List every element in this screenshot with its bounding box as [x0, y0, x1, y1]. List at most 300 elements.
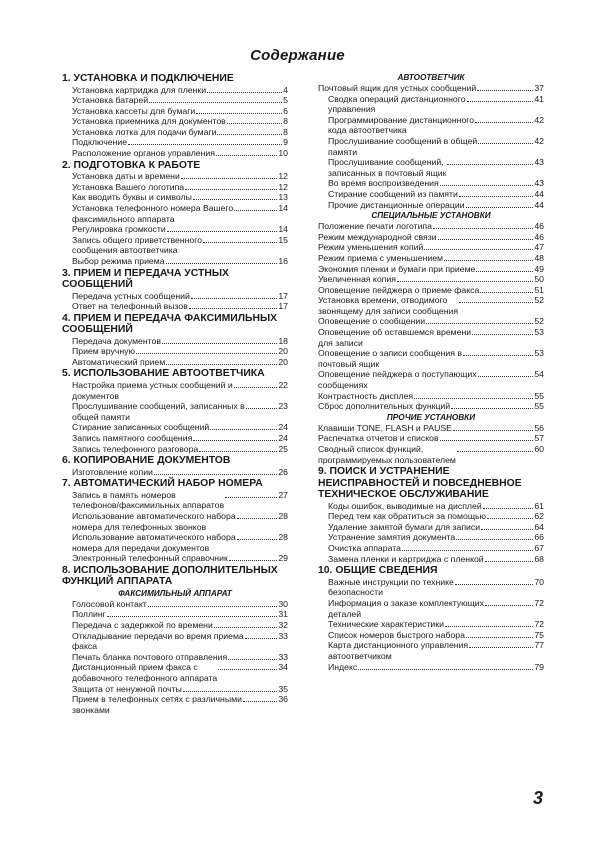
toc-entry-page: 16: [278, 255, 288, 266]
toc-entry-title: Сброс дополнительных функций: [318, 401, 451, 412]
toc-entry-page: 30: [278, 598, 288, 609]
toc-entry: [318, 348, 544, 369]
toc-dot-leader: [478, 376, 534, 377]
toc-dot-leader: [207, 92, 282, 93]
toc-dot-leader: [444, 260, 533, 261]
toc-entry-title: Печать бланка почтового отправления: [72, 651, 228, 662]
toc-entry: [318, 662, 544, 673]
toc-entry: [62, 662, 288, 683]
toc-entry: [318, 327, 544, 348]
toc-entry-page: 67: [534, 543, 544, 554]
toc-entry: [318, 391, 544, 402]
toc-dot-leader: [246, 408, 278, 409]
toc-dot-leader: [148, 606, 278, 607]
toc-entry: [318, 316, 544, 327]
toc-entry: [62, 631, 288, 652]
toc-dot-leader: [225, 497, 277, 498]
toc-entry-title: Оповещение о записи сообщения в почтовый ящик: [318, 348, 462, 369]
toc-section-heading: 3. ПРИЕМ И ПЕРЕДАЧА УСТНЫХ СООБЩЕНИЙ: [62, 267, 229, 290]
toc-entry: [318, 522, 544, 533]
toc-entry-title: Стирание сообщений из памяти: [328, 188, 458, 199]
toc-dot-leader: [193, 199, 277, 200]
toc-entry-title: Электронный телефонный справочник: [72, 553, 228, 564]
toc-subheading: АВТООТВЕТЧИК: [397, 73, 465, 82]
toc-dot-leader: [228, 659, 277, 660]
toc-entry-page: 25: [278, 443, 288, 454]
toc-entry-page: 31: [278, 609, 288, 620]
toc-entry-page: 28: [278, 510, 288, 521]
toc-dot-leader: [485, 605, 533, 606]
toc-entry-page: 43: [534, 157, 544, 168]
toc-dot-leader: [397, 281, 533, 282]
toc-entry-page: 52: [534, 295, 544, 306]
toc-section-heading: 5. ИСПОЛЬЗОВАНИЕ АВТООТВЕТЧИКА: [62, 368, 265, 380]
toc-entry-page: 24: [278, 422, 288, 433]
toc-section-heading: 2. ПОДГОТОВКА К РАБОТЕ: [62, 159, 201, 171]
toc-entry-title: Выбор режима приема: [72, 255, 165, 266]
toc-entry-title: Программирование дистанционного кода автоответчика: [328, 114, 475, 136]
toc-section-heading: 1. УСТАНОВКА И ПОДКЛЮЧЕНИЕ: [62, 73, 234, 84]
toc-entry: [318, 598, 544, 619]
toc-entry: [62, 357, 288, 368]
toc-dot-leader: [167, 231, 278, 232]
toc-entry: [318, 511, 544, 522]
toc-entry-title: Устранение замятия документа: [328, 532, 456, 543]
toc-section-heading: 6. КОПИРОВАНИЕ ДОКУМЕНТОВ: [62, 455, 231, 467]
toc-entry-title: Контрастность дисплея: [318, 390, 414, 401]
toc-entry-title: Технические характеристики: [328, 619, 444, 630]
toc-section-heading: 7. АВТОМАТИЧЕСКИЙ НАБОР НОМЕРА: [62, 478, 263, 490]
toc-dot-leader: [358, 669, 533, 670]
toc-entry: [318, 444, 544, 465]
toc-entry-page: 12: [278, 181, 288, 192]
toc-entry-page: 37: [534, 83, 544, 93]
toc-entry-title: Оповещение о сообщении: [318, 316, 426, 327]
toc-entry: [62, 346, 288, 357]
toc-entry-title: Настройка приема устных сообщений и документов: [72, 379, 233, 401]
toc-right-column: [318, 72, 544, 672]
toc-dot-leader: [483, 508, 534, 509]
toc-entry-title: Удаление замятой бумаги для записи: [328, 521, 481, 532]
toc-dot-leader: [433, 228, 533, 229]
toc-entry-title: Замена пленки и картриджа с пленкой: [328, 553, 484, 564]
toc-dot-leader: [480, 292, 533, 293]
toc-entry-page: 13: [278, 192, 288, 203]
toc-entry-title: Ответ на телефонный вызов: [72, 301, 188, 312]
toc-entry-title: Передача документов: [72, 335, 162, 346]
toc-entry-page: 35: [278, 683, 288, 694]
toc-entry-page: 46: [534, 221, 544, 232]
toc-entry-title: Стирание записанных сообщений: [72, 422, 210, 433]
toc-dot-leader: [487, 518, 533, 519]
toc-entry-page: 53: [534, 348, 544, 359]
toc-entry-title: Почтовый ящик для устных сообщений: [318, 83, 477, 93]
toc-dot-leader: [481, 529, 533, 530]
toc-section-heading: 8. ИСПОЛЬЗОВАНИЕ ДОПОЛНИТЕЛЬНЫХ ФУНКЦИЙ АППАРАТА: [62, 564, 278, 588]
toc-dot-leader: [485, 561, 534, 562]
toc-entry: [62, 256, 288, 267]
toc-entry: [62, 203, 288, 224]
toc-entry-title: Откладывание передачи во время приема факса: [72, 630, 244, 652]
toc-dot-leader: [477, 90, 533, 91]
toc-entry: [62, 467, 288, 478]
toc-dot-leader: [128, 144, 282, 145]
toc-entry: [318, 189, 544, 200]
toc-entry-title: Режим международной связи: [318, 231, 437, 242]
toc-entry: [62, 235, 288, 256]
page-title: Содержание: [250, 47, 345, 64]
toc-dot-leader: [193, 440, 277, 441]
toc-entry: [318, 232, 544, 243]
toc-entry-title: Поллинг: [72, 609, 106, 620]
toc-entry-title: Экономия пленки и бумаги при приеме: [318, 263, 476, 274]
toc-entry-title: Установка лотка для подачи бумаги: [72, 126, 217, 137]
toc-dot-leader: [234, 210, 277, 211]
toc-entry: [62, 553, 288, 564]
toc-dot-leader: [440, 185, 534, 186]
toc-entry-page: 55: [534, 401, 544, 412]
toc-dot-leader: [459, 196, 533, 197]
toc-entry-page: 51: [534, 284, 544, 295]
toc-dot-leader: [451, 408, 533, 409]
toc-entry-title: Передача с задержкой по времени: [72, 620, 213, 631]
toc-entry: [62, 171, 288, 182]
toc-dot-leader: [466, 637, 533, 638]
toc-dot-leader: [445, 626, 533, 627]
toc-entry: [318, 543, 544, 554]
toc-entry: [318, 577, 544, 598]
toc-entry-page: 77: [534, 640, 544, 651]
toc-entry-title: Использование автоматического набора номера для телефонных звонков: [72, 510, 236, 532]
toc-dot-leader: [189, 308, 277, 309]
toc-dot-leader: [467, 101, 534, 102]
toc-entry-page: 29: [278, 553, 288, 564]
toc-entry-title: Увеличенная копия: [318, 274, 396, 285]
toc-dot-leader: [199, 451, 277, 452]
toc-entry: [318, 94, 544, 115]
toc-entry: [318, 200, 544, 211]
toc-entry: [62, 684, 288, 695]
toc-entry-title: Прием вручную: [72, 346, 136, 357]
toc-dot-leader: [181, 178, 278, 179]
toc-entry: [318, 274, 544, 285]
toc-entry: [62, 116, 288, 127]
toc-dot-leader: [453, 430, 533, 431]
toc-entry-title: Автоматический прием: [72, 356, 166, 367]
toc-entry-title: Как вводить буквы и символы: [72, 192, 192, 203]
toc-entry: [318, 253, 544, 264]
toc-entry-page: 42: [534, 114, 544, 125]
toc-entry-title: Перед тем как обратиться за помощью: [328, 511, 487, 522]
toc-entry-page: 49: [534, 263, 544, 274]
toc-entry: [62, 490, 288, 511]
toc-dot-leader: [196, 113, 282, 114]
toc-entry-title: Индекс: [328, 661, 358, 672]
toc-entry-page: 55: [534, 390, 544, 401]
toc-entry-page: 70: [534, 576, 544, 587]
toc-entry: [318, 401, 544, 412]
toc-dot-leader: [234, 387, 278, 388]
toc-entry: [62, 106, 288, 117]
toc-dot-leader: [166, 364, 277, 365]
toc-entry-title: Использование автоматического набора номера для передачи документов: [72, 532, 236, 553]
toc-dot-leader: [136, 353, 277, 354]
toc-entry-title: Оповещение пейджера о приеме факса: [318, 284, 480, 295]
toc-entry-page: 52: [534, 316, 544, 327]
toc-entry-title: Список номеров быстрого набора: [328, 629, 465, 640]
toc-entry: [62, 511, 288, 532]
toc-entry: [318, 115, 544, 136]
toc-left-column: [62, 72, 288, 715]
toc-entry-page: 72: [534, 619, 544, 630]
toc-entry: [62, 137, 288, 148]
toc-entry-title: Установка даты и времени: [72, 171, 180, 182]
toc-entry-page: 36: [278, 694, 288, 705]
toc-dot-leader: [476, 271, 533, 272]
toc-entry-page: 47: [534, 242, 544, 253]
toc-entry: [62, 224, 288, 235]
toc-entry-title: Прием в телефонных сетях с различными звонками: [72, 694, 242, 715]
toc-entry: [62, 127, 288, 138]
toc-dot-leader: [455, 584, 533, 585]
toc-dot-leader: [237, 539, 278, 540]
toc-dot-leader: [457, 451, 533, 452]
toc-entry-page: 57: [534, 433, 544, 444]
toc-dot-leader: [166, 263, 278, 264]
toc-entry-page: 61: [534, 500, 544, 511]
toc-entry-page: 46: [534, 231, 544, 242]
toc-entry-title: Запись памятного сообщения: [72, 432, 193, 443]
toc-entry-page: 23: [278, 401, 288, 412]
toc-dot-leader: [424, 249, 533, 250]
toc-dot-leader: [183, 691, 277, 692]
toc-entry-title: Установка Вашего логотипа: [72, 181, 185, 192]
toc-entry-title: Регулировка громкости: [72, 224, 166, 235]
toc-dot-leader: [438, 239, 534, 240]
toc-entry-page: 53: [534, 327, 544, 338]
toc-entry-title: Распечатка отчетов и списков: [318, 433, 439, 444]
toc-entry-page: 20: [278, 356, 288, 367]
toc-dot-leader: [218, 669, 277, 670]
toc-entry-title: Прослушивание сообщений в общей памяти: [328, 135, 478, 157]
toc-entry-page: 56: [534, 422, 544, 433]
toc-entry-title: Запись в память номеров телефонов/факсимильных аппаратов: [72, 489, 225, 511]
toc-dot-leader: [459, 302, 533, 303]
toc-entry-page: 43: [534, 178, 544, 189]
toc-entry: [62, 182, 288, 193]
toc-entry-title: Запись телефонного разговора: [72, 443, 199, 454]
toc-entry: [318, 369, 544, 390]
toc-entry-page: 18: [278, 335, 288, 346]
toc-dot-leader: [426, 323, 533, 324]
toc-entry-page: 79: [534, 661, 544, 672]
toc-entry-page: 60: [534, 444, 544, 454]
toc-entry-title: Оповещение пейджера о поступающих сообщениях: [318, 369, 477, 391]
toc-entry: [318, 554, 544, 565]
toc-entry: [318, 136, 544, 157]
toc-entry-page: 75: [534, 629, 544, 640]
toc-entry-title: Коды ошибок, выводимые на дисплей: [328, 500, 482, 511]
toc-entry-page: 12: [278, 171, 288, 182]
toc-entry-page: 41: [534, 93, 544, 104]
toc-entry-title: Прослушивание сообщений, записанных в почтовый ящик: [328, 157, 447, 178]
toc-entry: [62, 336, 288, 347]
toc-entry-title: Информация о заказе комплектующих деталей: [328, 597, 485, 619]
toc-entry-page: 6: [283, 105, 288, 116]
toc-dot-leader: [214, 627, 278, 628]
toc-entry: [318, 178, 544, 189]
toc-dot-leader: [185, 189, 277, 190]
toc-entry: [62, 95, 288, 106]
toc-subheading: СПЕЦИАЛЬНЫЕ УСТАНОВКИ: [371, 211, 491, 221]
toc-entry-page: 17: [278, 290, 288, 301]
toc-entry: [318, 242, 544, 253]
toc-entry: [62, 652, 288, 663]
toc-dot-leader: [466, 207, 534, 208]
toc-dot-leader: [402, 550, 533, 551]
toc-entry-page: 32: [278, 620, 288, 631]
toc-dot-leader: [469, 647, 533, 648]
toc-entry: [318, 285, 544, 296]
toc-dot-leader: [447, 164, 533, 165]
toc-entry: [318, 640, 544, 661]
toc-entry: [318, 221, 544, 232]
toc-entry-title: Клавиши TONE, FLASH и PAUSE: [318, 422, 452, 433]
toc-dot-leader: [456, 539, 533, 540]
toc-subheading: ПРОЧИЕ УСТАНОВКИ: [386, 412, 476, 422]
toc-entry: [62, 192, 288, 203]
toc-entry-title: Дистанционный прием факса с добавочного телефонного аппарата: [72, 662, 218, 684]
toc-entry-page: 4: [283, 84, 288, 95]
toc-subheading: ФАКСИМИЛЬНЫЙ АППАРАТ: [118, 588, 232, 598]
toc-entry: [62, 422, 288, 433]
toc-entry-page: 14: [278, 202, 288, 213]
toc-entry-page: 28: [278, 532, 288, 543]
toc-entry-title: Сводный список функций, программируемых пользователем: [318, 444, 456, 465]
toc-entry-title: Очистка аппарата: [328, 543, 401, 554]
toc-entry-page: 68: [534, 553, 544, 564]
toc-entry-title: Положение печати логотипа: [318, 221, 432, 232]
toc-entry-title: Оповещение об оставшемся времени для записи: [318, 327, 472, 348]
toc-entry-page: 34: [278, 662, 288, 673]
toc-section-heading: 9. ПОИСК И УСТРАНЕНИЕ НЕИСПРАВНОСТЕЙ И ПОВСЕДНЕВНОЕ ТЕХНИЧЕСКОЕ ОБСЛУЖИВАНИЕ: [318, 466, 522, 501]
toc-entry: [62, 301, 288, 312]
toc-entry-page: 64: [534, 521, 544, 532]
toc-entry: [318, 295, 544, 316]
toc-entry-page: 27: [278, 489, 288, 500]
toc-entry-title: Голосовой контакт: [72, 598, 147, 609]
toc-entry-page: 62: [534, 511, 544, 522]
toc-dot-leader: [478, 143, 533, 144]
toc-entry-page: 20: [278, 346, 288, 357]
toc-entry-page: 66: [534, 532, 544, 543]
toc-entry: [62, 433, 288, 444]
toc-entry: [318, 264, 544, 275]
toc-entry-page: 8: [283, 116, 288, 127]
toc-dot-leader: [162, 343, 277, 344]
toc-entry: [318, 423, 544, 434]
toc-entry-page: 72: [534, 597, 544, 608]
toc-dot-leader: [210, 429, 277, 430]
toc-entry: [62, 599, 288, 610]
toc-dot-leader: [216, 155, 277, 156]
toc-entry-title: Подключение: [72, 137, 128, 148]
toc-entry: [62, 291, 288, 302]
toc-dot-leader: [149, 102, 282, 103]
toc-entry-page: 33: [278, 651, 288, 662]
toc-entry: [62, 532, 288, 553]
toc-dot-leader: [107, 616, 277, 617]
toc-entry-title: Во время воспроизведения: [328, 178, 439, 189]
toc-entry-title: Прослушивание сообщений, записанных в общей памяти: [72, 401, 245, 422]
toc-entry-page: 17: [278, 301, 288, 312]
toc-dot-leader: [463, 355, 533, 356]
toc-entry-title: Изготовление копии: [72, 466, 153, 477]
toc-entry-page: 26: [278, 466, 288, 477]
toc-dot-leader: [217, 134, 282, 135]
toc-entry: [62, 694, 288, 715]
toc-entry: [62, 401, 288, 422]
toc-entry: [62, 444, 288, 455]
toc-entry-title: Установка времени, отводимого звонящему для записи сообщения: [318, 295, 459, 316]
toc-entry-page: 33: [278, 630, 288, 641]
toc-entry-title: Установка телефонного номера Вашего факсимильного аппарата: [72, 202, 234, 224]
toc-section-heading: 10. ОБЩИЕ СВЕДЕНИЯ: [318, 565, 438, 577]
toc-dot-leader: [229, 560, 278, 561]
toc-entry-title: Запись общего приветственного сообщения автоответчика: [72, 234, 203, 256]
toc-entry: [318, 433, 544, 444]
toc-entry-page: 48: [534, 252, 544, 263]
toc-entry-page: 44: [534, 188, 544, 199]
toc-dot-leader: [440, 440, 534, 441]
toc-entry-page: 50: [534, 274, 544, 285]
toc-dot-leader: [203, 242, 277, 243]
toc-dot-leader: [237, 518, 278, 519]
toc-entry-page: 42: [534, 135, 544, 146]
toc-dot-leader: [227, 123, 282, 124]
toc-entry-page: 8: [283, 126, 288, 137]
toc-entry: [62, 148, 288, 159]
toc-dot-leader: [191, 298, 277, 299]
toc-entry: [318, 501, 544, 512]
toc-entry-page: 10: [278, 148, 288, 159]
toc-entry-title: Расположение органов управления: [72, 148, 215, 159]
toc-entry-page: 54: [534, 369, 544, 380]
toc-entry-title: Сводка операций дистанционного управления: [328, 93, 466, 115]
toc-entry-title: Режим приема с уменьшением: [318, 252, 444, 263]
toc-entry-title: Защита от ненужной почты: [72, 683, 182, 694]
toc-entry: [318, 619, 544, 630]
toc-dot-leader: [475, 122, 533, 123]
toc-entry-page: 24: [278, 432, 288, 443]
toc-entry-title: Важные инструкции по технике безопасности: [328, 576, 454, 598]
toc-entry-page: 15: [278, 234, 288, 245]
toc-entry: [62, 380, 288, 401]
toc-dot-leader: [414, 398, 533, 399]
toc-entry: [318, 532, 544, 543]
toc-section-heading: 4. ПРИЕМ И ПЕРЕДАЧА ФАКСИМИЛЬНЫХ СООБЩЕНИЙ: [62, 312, 278, 336]
toc-entry: [318, 630, 544, 641]
toc-entry: [318, 83, 544, 94]
toc-entry-page: 9: [283, 137, 288, 148]
toc-dot-leader: [154, 474, 277, 475]
toc-entry-title: Установка батарей: [72, 95, 149, 106]
toc-entry: [62, 609, 288, 620]
toc-entry: [62, 620, 288, 631]
toc-dot-leader: [243, 701, 277, 702]
toc-entry-title: Карта дистанционного управления автоответчиком: [328, 640, 469, 661]
toc-entry-title: Установка картриджа для пленки: [72, 84, 207, 95]
